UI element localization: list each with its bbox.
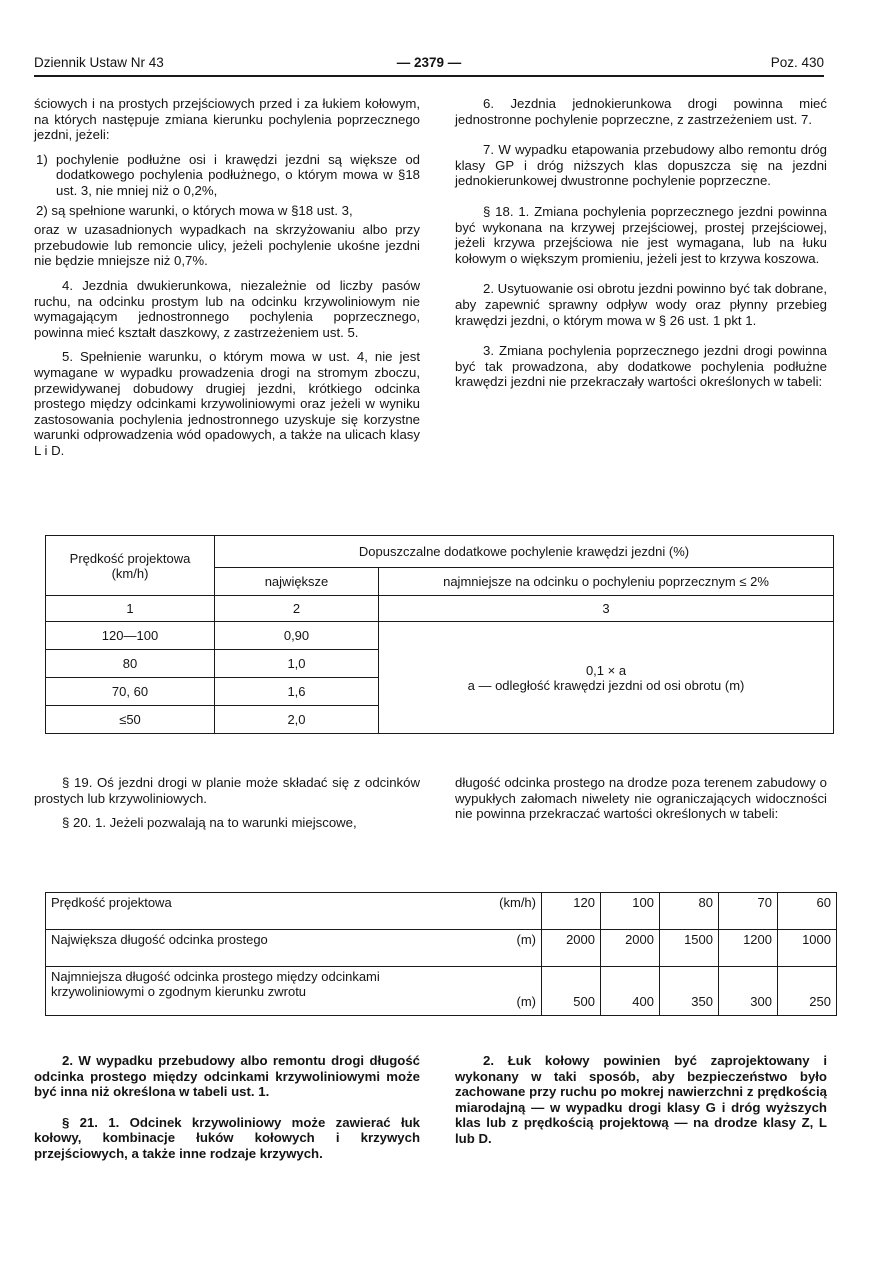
- table-row: [46, 967, 837, 1016]
- speed-cell: ≤50: [46, 706, 215, 734]
- page-header: [34, 55, 824, 75]
- speed-header: Prędkość projektowa (km/h): [46, 536, 215, 596]
- row-unit: (m): [479, 967, 542, 1016]
- row-label: Najmniejsza długość odcinka prostego między odcinkami krzywoliniowymi o zgodnym kierunku zwrotu: [46, 967, 480, 1016]
- min-formula: 0,1 × a: [585, 662, 627, 678]
- value-cell: 1200: [719, 930, 778, 967]
- left-column-bottom: [34, 1053, 420, 1171]
- min-header: najmniejsze na odcinku o pochyleniu poprzecznym ≤ 2%: [379, 568, 834, 596]
- slope-table: [45, 535, 834, 734]
- value-cell: 250: [778, 967, 837, 1016]
- max-header: największe: [215, 568, 379, 596]
- max-cell: 2,0: [215, 706, 379, 734]
- value-cell: 350: [660, 967, 719, 1016]
- straight-length-table: [45, 892, 837, 1016]
- left-column-top: [34, 96, 420, 467]
- paragraph: ściowych i na prostych przejściowych przed i za łukiem kołowym, na których następuje zmiana kierunku pochylenia poprzecznego jezdni, jeżeli:: [34, 96, 420, 143]
- section-18-1: § 18. 1. Zmiana pochylenia poprzecznego jezdni powinna być wykonana na krzywej przejściowej, prostej przejściowej, jeżeli krzywa przejściowa nie jest wymagana, lub na łuku kołowym o większym promieniu, jeżeli jest to krzywa koszowa.: [455, 203, 827, 266]
- speed-cell: 80: [46, 650, 215, 678]
- max-cell: 1,6: [215, 678, 379, 706]
- right-column-mid: [455, 775, 827, 831]
- section-18-2: 2. Usytuowanie osi obrotu jezdni powinno być tak dobrane, aby zapewnić sprawny odpływ wody oraz płynny przebieg krawędzi jezdni, o którym mowa w § 26 ust. 1 pkt 1.: [455, 281, 827, 328]
- page-number: — 2379 —: [396, 55, 462, 70]
- row-unit: (km/h): [479, 893, 542, 930]
- paragraph-5: 5. Spełnienie warunku, o którym mowa w ust. 4, nie jest wymagane w wypadku prowadzenia drogi na stromym zboczu, przewidywanej dobudowy drugiej jezdni, krótkiego odcinka prostego między odcinkami krzywoliniowymi oraz jeżeli w wyniku zastosowania pochylenia jednostronnego uzyskuje się korzystne warunki odprowadzenia wód opadowych, a także na ulicach klasy L i D.: [34, 349, 420, 458]
- section-20-2: 2. W wypadku przebudowy albo remontu drogi długość odcinka prostego między odcinkami krzywoliniowymi może być inna niż określona w tabeli ust. 1.: [34, 1053, 420, 1100]
- journal-title: Dziennik Ustaw Nr 43: [34, 55, 164, 70]
- section-19: § 19. Oś jezdni drogi w planie może składać się z odcinków prostych lub krzywoliniowych.: [34, 775, 420, 806]
- row-label: Największa długość odcinka prostego: [46, 930, 480, 967]
- min-cell: [379, 622, 834, 734]
- max-cell: 1,0: [215, 650, 379, 678]
- left-column-mid: [34, 775, 420, 840]
- paragraph: oraz w uzasadnionych wypadkach na skrzyżowaniu albo przy przebudowie lub remoncie ulicy, jeżeli pochylenie ukośne jezdni nie będzie mniejsze niż 0,7%.: [34, 222, 420, 269]
- column-number: 1: [46, 596, 215, 622]
- value-cell: 1000: [778, 930, 837, 967]
- paragraph-6: 6. Jezdnia jednokierunkowa drogi powinna mieć jednostronne pochylenie poprzeczne, z zastrzeżeniem ust. 7.: [455, 96, 827, 127]
- header-rule: [34, 75, 824, 77]
- speed-cell: 120—100: [46, 622, 215, 650]
- section-21-1: § 21. 1. Odcinek krzywoliniowy może zawierać łuk kołowy, kombinacje łuków kołowych i krzywych przejściowych, a także inne rodzaje krzywych.: [34, 1114, 420, 1161]
- value-cell: 1500: [660, 930, 719, 967]
- list-item: 2) są spełnione warunki, o których mowa w §18 ust. 3,: [36, 202, 353, 218]
- value-cell: 2000: [542, 930, 601, 967]
- value-cell: 60: [778, 893, 837, 930]
- section-20-1: § 20. 1. Jeżeli pozwalają na to warunki miejscowe,: [62, 815, 357, 831]
- table-row: [46, 893, 837, 930]
- table-row: [46, 622, 834, 650]
- column-number: 3: [379, 596, 834, 622]
- max-cell: 0,90: [215, 622, 379, 650]
- value-cell: 70: [719, 893, 778, 930]
- table-row: [46, 930, 837, 967]
- value-cell: 300: [719, 967, 778, 1016]
- value-cell: 2000: [601, 930, 660, 967]
- min-note: a — odległość krawędzi jezdni od osi obrotu (m): [467, 677, 745, 693]
- row-unit: (m): [479, 930, 542, 967]
- list-item: 1) pochylenie podłużne osi i krawędzi jezdni są większe od dodatkowego pochylenia podłużnego, o którym mowa w §18 ust. 3, nie mniej niż o 0,2%,: [36, 151, 420, 198]
- paragraph: długość odcinka prostego na drodze poza terenem zabudowy o wypukłych załomach niwelety nie ograniczających widoczności nie powinna przekraczać wartości określonych w tabeli:: [455, 775, 827, 822]
- group-header: Dopuszczalne dodatkowe pochylenie krawędzi jezdni (%): [215, 536, 834, 568]
- speed-cell: 70, 60: [46, 678, 215, 706]
- paragraph-4: 4. Jezdnia dwukierunkowa, niezależnie od liczby pasów ruchu, na odcinku prostym lub na odcinku krzywoliniowym nie wymagającym jednostronnego pochylenia poprzecznego, powinna mieć kształt daszkowy, z zastrzeżeniem ust. 5.: [34, 277, 420, 340]
- value-cell: 80: [660, 893, 719, 930]
- column-number: 2: [215, 596, 379, 622]
- position-number: Poz. 430: [770, 55, 824, 70]
- section-18-3: 3. Zmiana pochylenia poprzecznego jezdni drogi powinna być tak prowadzona, aby dodatkowe pochylenia podłużne krawędzi jezdni nie przekraczały wartości określonych w tabeli:: [455, 343, 827, 390]
- section-21-2: 2. Łuk kołowy powinien być zaprojektowany i wykonany w taki sposób, aby bezpieczeństwo było zachowane przy ruchu po mokrej nawierzchni z prędkością miarodajną — w wypadku drogi klasy G i dróg wyższych klas lub z prędkością projektową — na drodze klasy Z, L lub D.: [455, 1053, 827, 1146]
- right-column-top: [455, 96, 827, 390]
- row-label: Prędkość projektowa: [46, 893, 480, 930]
- value-cell: 120: [542, 893, 601, 930]
- paragraph-7: 7. W wypadku etapowania przebudowy albo remontu dróg klasy GP i dróg niższych klas dopuszcza się na jezdni jednokierunkowej dwustronne pochylenie poprzeczne.: [455, 142, 827, 189]
- value-cell: 400: [601, 967, 660, 1016]
- value-cell: 100: [601, 893, 660, 930]
- value-cell: 500: [542, 967, 601, 1016]
- right-column-bottom: [455, 1053, 827, 1156]
